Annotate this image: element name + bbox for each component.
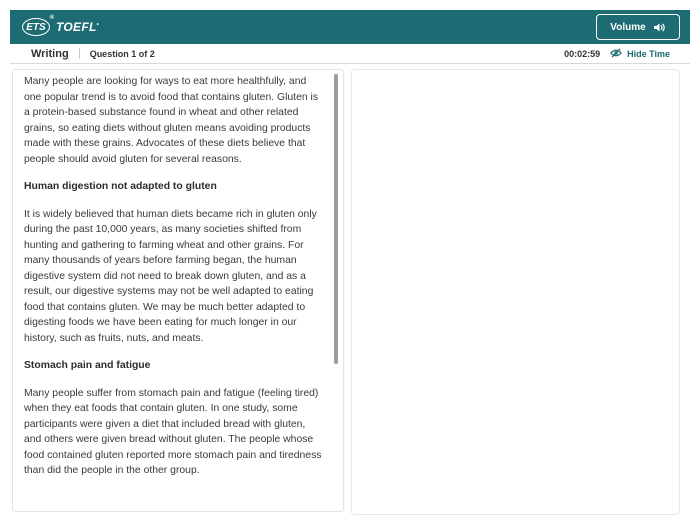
ets-logo bbox=[22, 15, 54, 36]
section-title: Writing bbox=[31, 47, 69, 60]
sub-header bbox=[10, 44, 690, 64]
passage-heading-2: Stomach pain and fatigue bbox=[24, 360, 151, 371]
question-counter: Question 1 of 2 bbox=[89, 48, 155, 59]
eye-slash-icon bbox=[610, 48, 622, 60]
passage-paragraph-1: It is widely believed that human diets became rich in gluten only during the past 10,000 years, as many societies shifted from hunting and gathering to farming wheat and other grains. For many thousands of years before farming began, the human digestive system did not need to break down gluten, and as a result, our digestive systems may not be well adapted to eating food that contains gluten. We may be much better adapted to digesting foods we have been eating for much longer in our history, such as fruits, nuts, and meats. bbox=[24, 208, 317, 344]
volume-button[interactable] bbox=[596, 14, 680, 40]
reading-passage-pane[interactable] bbox=[12, 69, 344, 512]
passage-scrollbar[interactable] bbox=[334, 74, 338, 364]
volume-label: Volume bbox=[610, 21, 646, 33]
response-textarea[interactable] bbox=[352, 70, 679, 514]
product-name: TOEFL• bbox=[56, 20, 100, 34]
reading-passage bbox=[13, 70, 343, 479]
speaker-icon bbox=[653, 22, 666, 33]
passage-heading-1: Human digestion not adapted to gluten bbox=[24, 181, 217, 192]
ets-logo-text: ETS bbox=[26, 21, 46, 33]
divider bbox=[79, 48, 80, 59]
top-bar bbox=[10, 10, 690, 44]
response-pane bbox=[351, 69, 680, 515]
passage-intro: Many people are looking for ways to eat more healthfully, and one popular trend is to avoid food that contains gluten. Gluten is a protein-based substance found in wheat and other related grains, so eating diets without gluten means avoiding products made with these grains. Advocates of these diets believe that people should avoid gluten for several reasons. bbox=[24, 76, 319, 165]
brand bbox=[22, 15, 100, 36]
countdown-timer: 00:02:59 bbox=[564, 48, 601, 59]
hide-time-button[interactable] bbox=[610, 48, 670, 60]
registered-mark: ® bbox=[49, 15, 54, 21]
passage-paragraph-2: Many people suffer from stomach pain and fatigue (feeling tired) when they eat foods that contain gluten. In one study, some participants were given a diet that included bread with gluten, and others were given bread without gluten. The people whose food contained gluten reported more stomach pain and tiredness than did the people in the other group. bbox=[24, 387, 322, 476]
hide-time-label: Hide Time bbox=[627, 48, 670, 59]
